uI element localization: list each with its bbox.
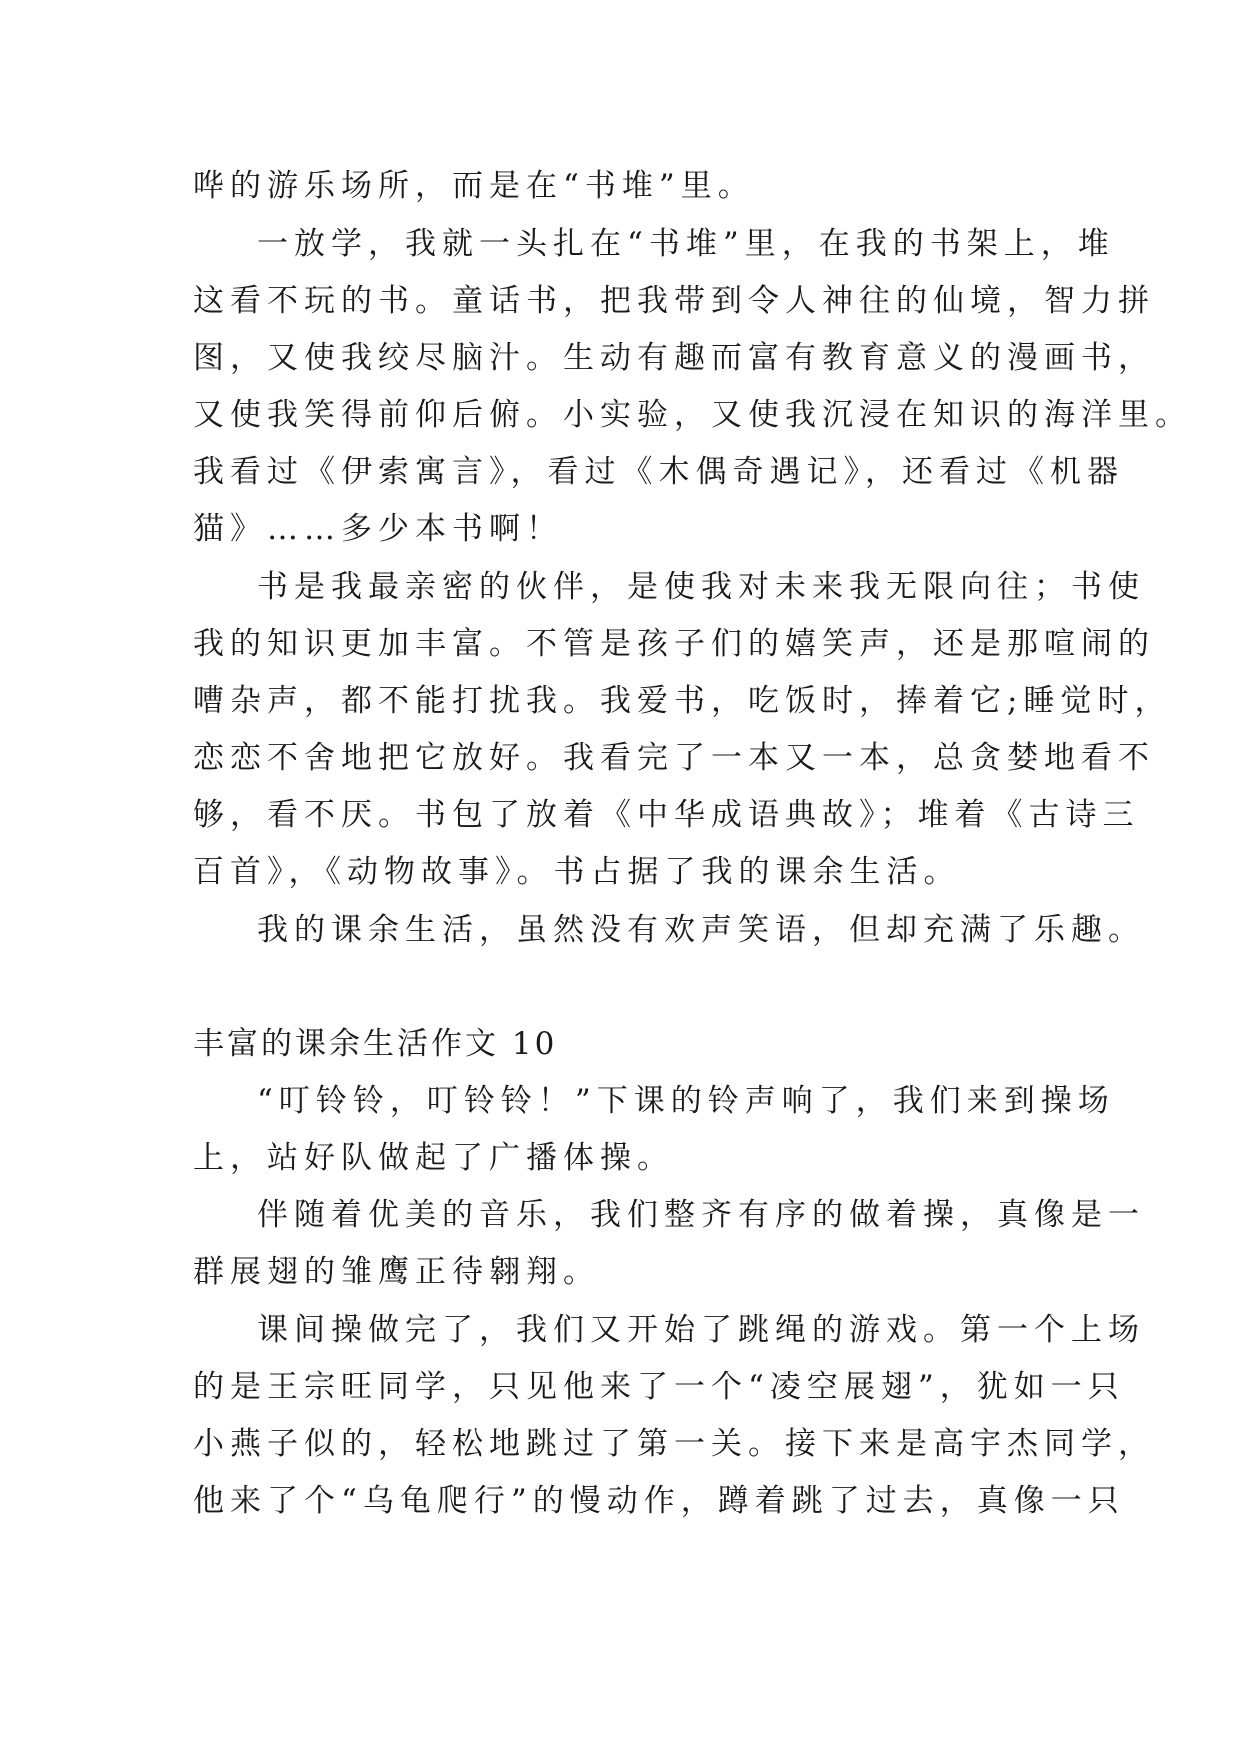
text-line: 够，看不厌。书包了放着《中华成语典故》；堆着《古诗三 (193, 797, 1140, 833)
paragraph-first-line: 伴随着优美的音乐，我们整齐有序的做着操，真像是一 (257, 1197, 1145, 1233)
paragraph-first-line: 课间操做完了，我们又开始了跳绳的游戏。第一个上场 (257, 1312, 1145, 1348)
paragraph-first-line: “叮铃铃，叮铃铃！”下课的铃声响了，我们来到操场 (257, 1083, 1115, 1119)
paragraph-first-line: 我的课余生活，虽然没有欢声笑语，但却充满了乐趣。 (257, 912, 1145, 948)
text-line: 小燕子似的，轻松地跳过了第一关。接下来是高宇杰同学， (193, 1426, 1155, 1462)
text-line: 猫》……多少本书啊！ (193, 511, 563, 547)
text-line: 又使我笑得前仰后俯。小实验，又使我沉浸在知识的海洋里。 (193, 397, 1192, 433)
text-line: 我的知识更加丰富。不管是孩子们的嬉笑声，还是那喧闹的 (193, 626, 1155, 662)
text-line: 这看不玩的书。童话书，把我带到令人神往的仙境，智力拼 (193, 283, 1155, 319)
text-line: 嘈杂声，都不能打扰我。我爱书，吃饭时，捧着它;睡觉时， (193, 683, 1172, 719)
section-heading: 丰富的课余生活作文 10 (193, 1026, 558, 1062)
text-line: 群展翅的雏鹰正待翱翔。 (193, 1254, 600, 1290)
text-line: 我看过《伊索寓言》，看过《木偶奇遇记》，还看过《机器 (193, 454, 1124, 490)
paragraph-first-line: 一放学，我就一头扎在“书堆”里，在我的书架上，堆 (257, 226, 1115, 262)
text-line: 他来了个“乌龟爬行”的慢动作，蹲着跳了过去，真像一只 (193, 1483, 1125, 1519)
text-line: 哗的游乐场所，而是在“书堆”里。 (193, 168, 755, 204)
text-line: 恋恋不舍地把它放好。我看完了一本又一本，总贪婪地看不 (193, 740, 1155, 776)
text-line: 百首》，《动物故事》。书占据了我的课余生活。 (193, 854, 961, 890)
text-line: 图，又使我绞尽脑汁。生动有趣而富有教育意义的漫画书， (193, 340, 1155, 376)
text-line: 的是王宗旺同学，只见他来了一个“凌空展翅”，犹如一只 (193, 1369, 1125, 1405)
paragraph-first-line: 书是我最亲密的伙伴，是使我对未来我无限向往；书使 (257, 569, 1145, 605)
text-line: 上，站好队做起了广播体操。 (193, 1140, 674, 1176)
